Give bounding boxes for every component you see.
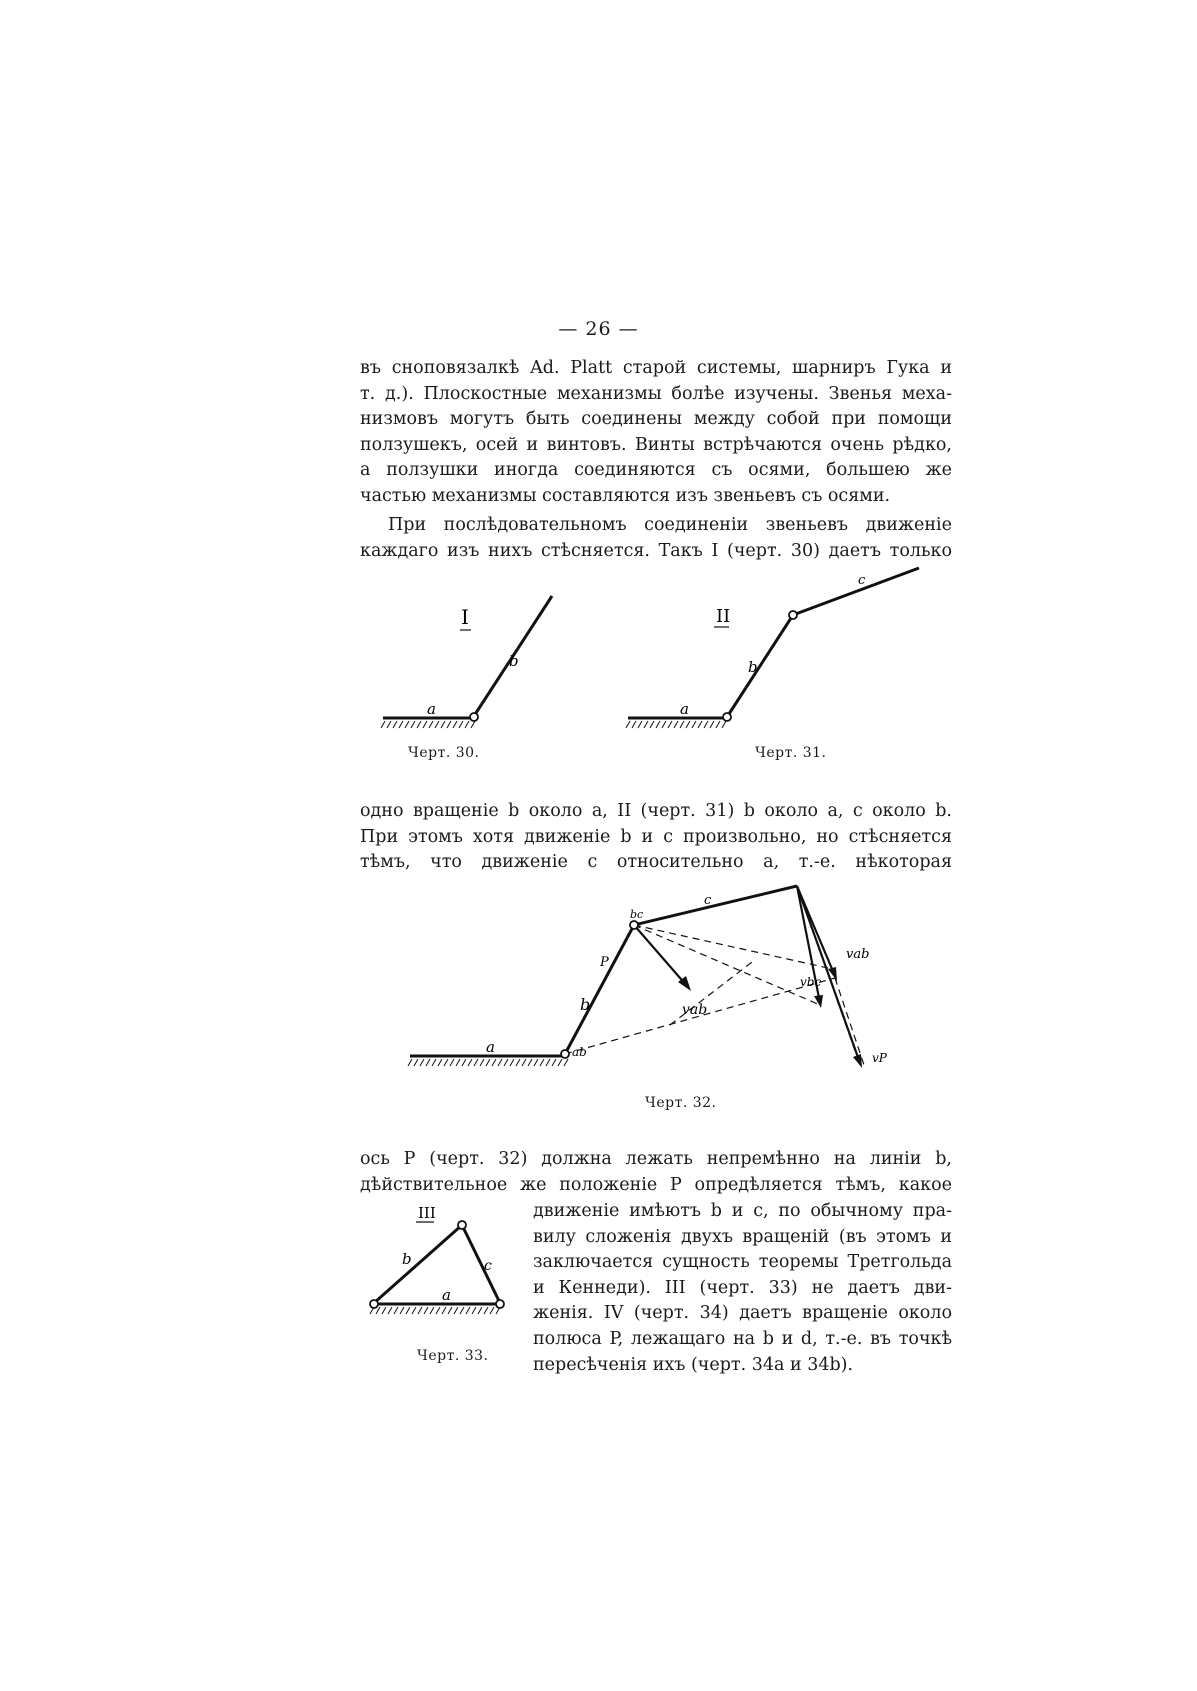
fig32-label-ab: ab [572, 1045, 587, 1059]
fig33-label-a: a [442, 1286, 451, 1304]
text-line: При этомъ хотя движенiе b и c произвольно, но стѣсняется [360, 826, 952, 847]
text-line: одно вращенiе b около a, II (черт. 31) b около a, c около b. [360, 801, 952, 821]
text-line: каждаго изъ нихъ стѣсняется. Такъ I (черт. 30) даетъ только [360, 540, 952, 561]
text-line: частью механизмы составляются изъ звеньевъ съ осями. [360, 485, 891, 506]
fig33-label-b: b [402, 1250, 412, 1268]
fig32-label-p: P [600, 955, 609, 970]
fig30-title: I [461, 605, 469, 629]
paragraph-5 [533, 1199, 952, 1378]
fig32-label-c: c [704, 893, 712, 908]
text-line: а ползушки иногда соединяются съ осями, большею же [360, 460, 952, 481]
fig30-caption: Черт. 30. [408, 745, 480, 761]
fig31-label-a: a [680, 700, 689, 718]
fig32-label-vab-1: vab [682, 1002, 708, 1018]
text-line: и Кеннеди). III (черт. 33) не даетъ дви- [533, 1277, 952, 1298]
text-line: тѣмъ, что движенiе c относительно a, т.-е. нѣкоторая [360, 852, 952, 873]
fig31-label-c: c [858, 573, 866, 588]
fig32-label-a: a [486, 1038, 495, 1056]
text-line: вилу сложенiя двухъ вращенiй (въ этомъ и [533, 1226, 952, 1247]
text-line: заключается сущность теоремы Третгольда [533, 1252, 952, 1273]
text-line: полюса P, лежащаго на b и d, т.-е. въ точкѣ [533, 1328, 952, 1349]
fig30-label-b: b [509, 652, 519, 670]
text-line: въ сноповязалкѣ Ad. Platt старой системы, шарниръ Гука и [360, 358, 952, 378]
text-line: ползушекъ, осей и винтовъ. Винты встрѣчаются очень рѣдко, [360, 434, 952, 455]
figure-32 [400, 870, 920, 1080]
text-line: пересѣченiя ихъ (черт. 34a и 34b). [533, 1354, 854, 1375]
fig32-label-b: b [580, 995, 591, 1014]
figure-30 [375, 590, 575, 740]
fig33-caption: Черт. 33. [417, 1348, 489, 1364]
paragraph-2 [360, 513, 952, 564]
fig31-label-b: b [748, 658, 758, 676]
fig31-caption: Черт. 31. [755, 745, 827, 761]
fig32-label-vab-2: vab [846, 947, 870, 962]
text-line: движенiе имѣютъ b и c, по обычному пра- [533, 1201, 952, 1221]
text-line: ось P (черт. 32) должна лежать непремѣнно на линiи b, [360, 1149, 952, 1169]
fig32-label-vp: vP [872, 1051, 887, 1065]
fig32-caption: Черт. 32. [645, 1095, 717, 1111]
text-line: дѣйствительное же положенiе P опредѣляется тѣмъ, какое [360, 1174, 952, 1195]
fig31-title: II [716, 606, 731, 627]
paragraph-1 [360, 356, 952, 510]
figure-33 [362, 1200, 522, 1320]
fig33-title: III [418, 1204, 436, 1222]
text-line: При послѣдовательномъ соединенiи звеньевъ движенiе [388, 515, 952, 535]
paragraph-3 [360, 799, 952, 876]
figure-31 [620, 560, 930, 740]
page-number: — 26 — [558, 318, 639, 340]
text-line: т. д.). Плоскостные механизмы болѣе изучены. Звенья меха- [360, 383, 952, 404]
fig32-label-bc: bc [630, 908, 644, 921]
text-line: женiя. IV (черт. 34) даетъ вращенiе около [533, 1303, 952, 1324]
fig33-label-c: c [484, 1258, 492, 1274]
text-line: низмовъ могутъ быть соединены между собой при помощи [360, 409, 952, 430]
paragraph-4 [360, 1147, 952, 1198]
fig32-label-vbc: vbc [800, 975, 822, 989]
fig30-label-a: a [427, 700, 436, 718]
